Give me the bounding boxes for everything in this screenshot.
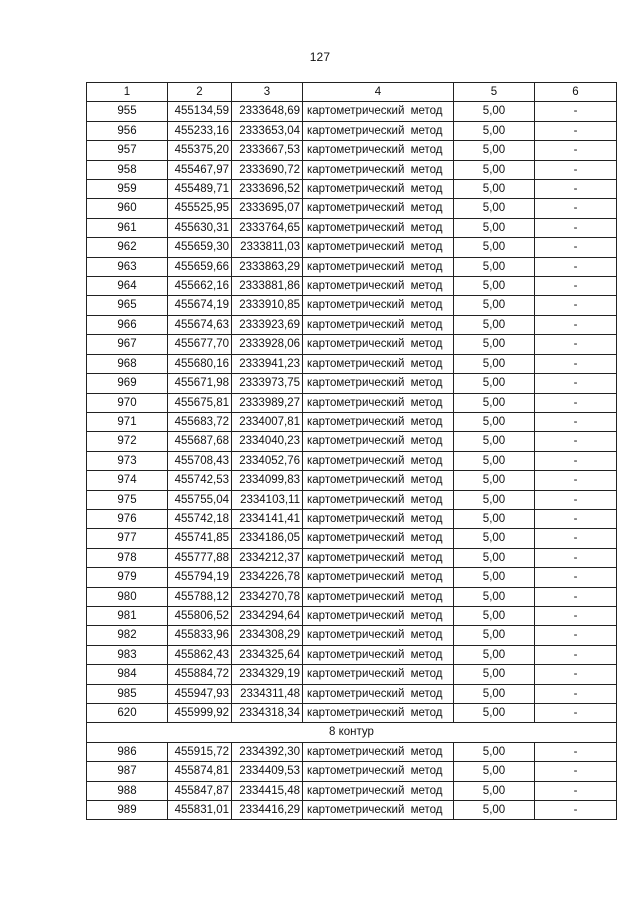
point-number-cell: 973 [87,451,168,470]
accuracy-cell: 5,00 [454,277,535,296]
y-coordinate-cell: 2334186,05 [232,529,303,548]
accuracy-cell: 5,00 [454,509,535,528]
header-col-2: 2 [168,83,232,102]
y-coordinate-cell: 2334103,11 [232,490,303,509]
accuracy-cell: 5,00 [454,315,535,334]
accuracy-cell: 5,00 [454,645,535,664]
point-number-cell: 985 [87,684,168,703]
note-cell: - [535,742,617,761]
note-cell: - [535,354,617,373]
table-row [87,704,617,723]
method-cell: картометрический метод [303,412,454,431]
accuracy-cell: 5,00 [454,160,535,179]
table-row [87,490,617,509]
y-coordinate-cell: 2334318,34 [232,704,303,723]
method-cell: картометрический метод [303,529,454,548]
y-coordinate-cell: 2333863,29 [232,257,303,276]
note-cell: - [535,218,617,237]
accuracy-cell: 5,00 [454,141,535,160]
point-number-cell: 957 [87,141,168,160]
x-coordinate-cell: 455662,16 [168,277,232,296]
method-cell: картометрический метод [303,218,454,237]
note-cell: - [535,801,617,820]
point-number-cell: 955 [87,102,168,121]
method-cell: картометрический метод [303,374,454,393]
note-cell: - [535,257,617,276]
accuracy-cell: 5,00 [454,121,535,140]
y-coordinate-cell: 2334329,19 [232,665,303,684]
point-number-cell: 980 [87,587,168,606]
table-row [87,587,617,606]
y-coordinate-cell: 2333941,23 [232,354,303,373]
y-coordinate-cell: 2334416,29 [232,801,303,820]
note-cell: - [535,509,617,528]
point-number-cell: 968 [87,354,168,373]
note-cell: - [535,665,617,684]
y-coordinate-cell: 2333989,27 [232,393,303,412]
table-row [87,141,617,160]
accuracy-cell: 5,00 [454,665,535,684]
table-row [87,665,617,684]
x-coordinate-cell: 455794,19 [168,568,232,587]
table-row [87,238,617,257]
note-cell: - [535,180,617,199]
method-cell: картометрический метод [303,257,454,276]
method-cell: картометрический метод [303,199,454,218]
x-coordinate-cell: 455862,43 [168,645,232,664]
note-cell: - [535,781,617,800]
x-coordinate-cell: 455659,30 [168,238,232,257]
table-row [87,121,617,140]
method-cell: картометрический метод [303,141,454,160]
x-coordinate-cell: 455375,20 [168,141,232,160]
x-coordinate-cell: 455947,93 [168,684,232,703]
point-number-cell: 986 [87,742,168,761]
note-cell: - [535,412,617,431]
method-cell: картометрический метод [303,354,454,373]
x-coordinate-cell: 455671,98 [168,374,232,393]
y-coordinate-cell: 2334007,81 [232,412,303,431]
table-row [87,684,617,703]
note-cell: - [535,160,617,179]
method-cell: картометрический метод [303,315,454,334]
x-coordinate-cell: 455741,85 [168,529,232,548]
point-number-cell: 982 [87,626,168,645]
coordinates-table-container [86,82,610,820]
accuracy-cell: 5,00 [454,471,535,490]
table-row [87,801,617,820]
note-cell: - [535,587,617,606]
note-cell: - [535,315,617,334]
y-coordinate-cell: 2333928,06 [232,335,303,354]
accuracy-cell: 5,00 [454,102,535,121]
note-cell: - [535,296,617,315]
accuracy-cell: 5,00 [454,257,535,276]
accuracy-cell: 5,00 [454,704,535,723]
accuracy-cell: 5,00 [454,529,535,548]
x-coordinate-cell: 455677,70 [168,335,232,354]
y-coordinate-cell: 2334311,48 [232,684,303,703]
y-coordinate-cell: 2333667,53 [232,141,303,160]
table-row [87,781,617,800]
point-number-cell: 960 [87,199,168,218]
table-row [87,742,617,761]
method-cell: картометрический метод [303,801,454,820]
page-number: 127 [309,50,331,64]
y-coordinate-cell: 2334270,78 [232,587,303,606]
x-coordinate-cell: 455630,31 [168,218,232,237]
point-number-cell: 964 [87,277,168,296]
x-coordinate-cell: 455833,96 [168,626,232,645]
point-number-cell: 984 [87,665,168,684]
note-cell: - [535,238,617,257]
point-number-cell: 979 [87,568,168,587]
point-number-cell: 981 [87,606,168,625]
x-coordinate-cell: 455675,81 [168,393,232,412]
table-row [87,374,617,393]
y-coordinate-cell: 2334294,64 [232,606,303,625]
point-number-cell: 966 [87,315,168,334]
accuracy-cell: 5,00 [454,587,535,606]
point-number-cell: 989 [87,801,168,820]
note-cell: - [535,684,617,703]
y-coordinate-cell: 2333973,75 [232,374,303,393]
method-cell: картометрический метод [303,781,454,800]
y-coordinate-cell: 2334141,41 [232,509,303,528]
y-coordinate-cell: 2334325,64 [232,645,303,664]
point-number-cell: 987 [87,762,168,781]
accuracy-cell: 5,00 [454,180,535,199]
accuracy-cell: 5,00 [454,199,535,218]
method-cell: картометрический метод [303,704,454,723]
y-coordinate-cell: 2333648,69 [232,102,303,121]
y-coordinate-cell: 2334040,23 [232,432,303,451]
y-coordinate-cell: 2333811,03 [232,238,303,257]
y-coordinate-cell: 2334226,78 [232,568,303,587]
point-number-cell: 963 [87,257,168,276]
x-coordinate-cell: 455708,43 [168,451,232,470]
method-cell: картометрический метод [303,451,454,470]
contour-row [87,723,617,742]
table-row [87,315,617,334]
table-body-section-2 [87,742,617,820]
x-coordinate-cell: 455788,12 [168,587,232,606]
accuracy-cell: 5,00 [454,606,535,625]
accuracy-cell: 5,00 [454,490,535,509]
method-cell: картометрический метод [303,742,454,761]
note-cell: - [535,121,617,140]
table-row [87,432,617,451]
note-cell: - [535,645,617,664]
accuracy-cell: 5,00 [454,296,535,315]
method-cell: картометрический метод [303,548,454,567]
note-cell: - [535,704,617,723]
accuracy-cell: 5,00 [454,238,535,257]
coordinates-table [86,82,617,820]
method-cell: картометрический метод [303,490,454,509]
accuracy-cell: 5,00 [454,451,535,470]
point-number-cell: 976 [87,509,168,528]
note-cell: - [535,529,617,548]
point-number-cell: 972 [87,432,168,451]
method-cell: картометрический метод [303,238,454,257]
y-coordinate-cell: 2333695,07 [232,199,303,218]
y-coordinate-cell: 2333653,04 [232,121,303,140]
method-cell: картометрический метод [303,645,454,664]
point-number-cell: 956 [87,121,168,140]
point-number-cell: 965 [87,296,168,315]
table-row [87,296,617,315]
method-cell: картометрический метод [303,296,454,315]
accuracy-cell: 5,00 [454,432,535,451]
y-coordinate-cell: 2334415,48 [232,781,303,800]
method-cell: картометрический метод [303,684,454,703]
x-coordinate-cell: 455489,71 [168,180,232,199]
point-number-cell: 975 [87,490,168,509]
table-row [87,393,617,412]
table-row [87,277,617,296]
contour-label: 8 контур [87,723,617,742]
y-coordinate-cell: 2333696,52 [232,180,303,199]
accuracy-cell: 5,00 [454,781,535,800]
y-coordinate-cell: 2333881,86 [232,277,303,296]
accuracy-cell: 5,00 [454,742,535,761]
table-row [87,354,617,373]
point-number-cell: 971 [87,412,168,431]
x-coordinate-cell: 455874,81 [168,762,232,781]
x-coordinate-cell: 455806,52 [168,606,232,625]
note-cell: - [535,568,617,587]
method-cell: картометрический метод [303,606,454,625]
table-row [87,218,617,237]
x-coordinate-cell: 455831,01 [168,801,232,820]
point-number-cell: 961 [87,218,168,237]
table-row [87,257,617,276]
note-cell: - [535,199,617,218]
table-row [87,606,617,625]
header-col-4: 4 [303,83,454,102]
method-cell: картометрический метод [303,102,454,121]
y-coordinate-cell: 2334409,53 [232,762,303,781]
x-coordinate-cell: 455742,18 [168,509,232,528]
note-cell: - [535,277,617,296]
accuracy-cell: 5,00 [454,393,535,412]
x-coordinate-cell: 455233,16 [168,121,232,140]
method-cell: картометрический метод [303,160,454,179]
table-row [87,180,617,199]
method-cell: картометрический метод [303,471,454,490]
header-row [87,83,617,102]
method-cell: картометрический метод [303,509,454,528]
y-coordinate-cell: 2334308,29 [232,626,303,645]
table-row [87,509,617,528]
point-number-cell: 978 [87,548,168,567]
note-cell: - [535,451,617,470]
method-cell: картометрический метод [303,277,454,296]
table-row [87,335,617,354]
accuracy-cell: 5,00 [454,626,535,645]
x-coordinate-cell: 455674,63 [168,315,232,334]
note-cell: - [535,762,617,781]
table-row [87,626,617,645]
method-cell: картометрический метод [303,121,454,140]
accuracy-cell: 5,00 [454,568,535,587]
table-row [87,762,617,781]
accuracy-cell: 5,00 [454,218,535,237]
accuracy-cell: 5,00 [454,374,535,393]
table-row [87,199,617,218]
table-row [87,102,617,121]
y-coordinate-cell: 2333910,85 [232,296,303,315]
method-cell: картометрический метод [303,335,454,354]
method-cell: картометрический метод [303,762,454,781]
x-coordinate-cell: 455680,16 [168,354,232,373]
note-cell: - [535,335,617,354]
note-cell: - [535,393,617,412]
y-coordinate-cell: 2334212,37 [232,548,303,567]
y-coordinate-cell: 2334392,30 [232,742,303,761]
note-cell: - [535,432,617,451]
x-coordinate-cell: 455659,66 [168,257,232,276]
method-cell: картометрический метод [303,665,454,684]
point-number-cell: 959 [87,180,168,199]
point-number-cell: 983 [87,645,168,664]
point-number-cell: 967 [87,335,168,354]
x-coordinate-cell: 455915,72 [168,742,232,761]
note-cell: - [535,102,617,121]
x-coordinate-cell: 455134,59 [168,102,232,121]
x-coordinate-cell: 455742,53 [168,471,232,490]
note-cell: - [535,490,617,509]
accuracy-cell: 5,00 [454,762,535,781]
note-cell: - [535,626,617,645]
header-col-3: 3 [232,83,303,102]
table-row [87,160,617,179]
point-number-cell: 969 [87,374,168,393]
x-coordinate-cell: 455999,92 [168,704,232,723]
note-cell: - [535,606,617,625]
x-coordinate-cell: 455755,04 [168,490,232,509]
accuracy-cell: 5,00 [454,548,535,567]
x-coordinate-cell: 455467,97 [168,160,232,179]
method-cell: картометрический метод [303,568,454,587]
table-row [87,645,617,664]
x-coordinate-cell: 455687,68 [168,432,232,451]
table-body-section-1 [87,102,617,723]
x-coordinate-cell: 455674,19 [168,296,232,315]
note-cell: - [535,141,617,160]
method-cell: картометрический метод [303,626,454,645]
method-cell: картометрический метод [303,180,454,199]
y-coordinate-cell: 2333923,69 [232,315,303,334]
header-col-5: 5 [454,83,535,102]
table-row [87,471,617,490]
method-cell: картометрический метод [303,393,454,412]
accuracy-cell: 5,00 [454,412,535,431]
y-coordinate-cell: 2334052,76 [232,451,303,470]
point-number-cell: 958 [87,160,168,179]
accuracy-cell: 5,00 [454,801,535,820]
x-coordinate-cell: 455525,95 [168,199,232,218]
x-coordinate-cell: 455884,72 [168,665,232,684]
x-coordinate-cell: 455847,87 [168,781,232,800]
header-col-1: 1 [87,83,168,102]
y-coordinate-cell: 2333764,65 [232,218,303,237]
accuracy-cell: 5,00 [454,684,535,703]
y-coordinate-cell: 2333690,72 [232,160,303,179]
table-row [87,568,617,587]
note-cell: - [535,471,617,490]
point-number-cell: 970 [87,393,168,412]
point-number-cell: 974 [87,471,168,490]
table-row [87,529,617,548]
method-cell: картометрический метод [303,432,454,451]
note-cell: - [535,548,617,567]
table-row [87,548,617,567]
point-number-cell: 977 [87,529,168,548]
accuracy-cell: 5,00 [454,335,535,354]
table-header [87,83,617,102]
accuracy-cell: 5,00 [454,354,535,373]
contour-section [87,723,617,742]
point-number-cell: 620 [87,704,168,723]
note-cell: - [535,374,617,393]
y-coordinate-cell: 2334099,83 [232,471,303,490]
x-coordinate-cell: 455683,72 [168,412,232,431]
header-col-6: 6 [535,83,617,102]
method-cell: картометрический метод [303,587,454,606]
x-coordinate-cell: 455777,88 [168,548,232,567]
point-number-cell: 988 [87,781,168,800]
point-number-cell: 962 [87,238,168,257]
table-row [87,412,617,431]
table-row [87,451,617,470]
